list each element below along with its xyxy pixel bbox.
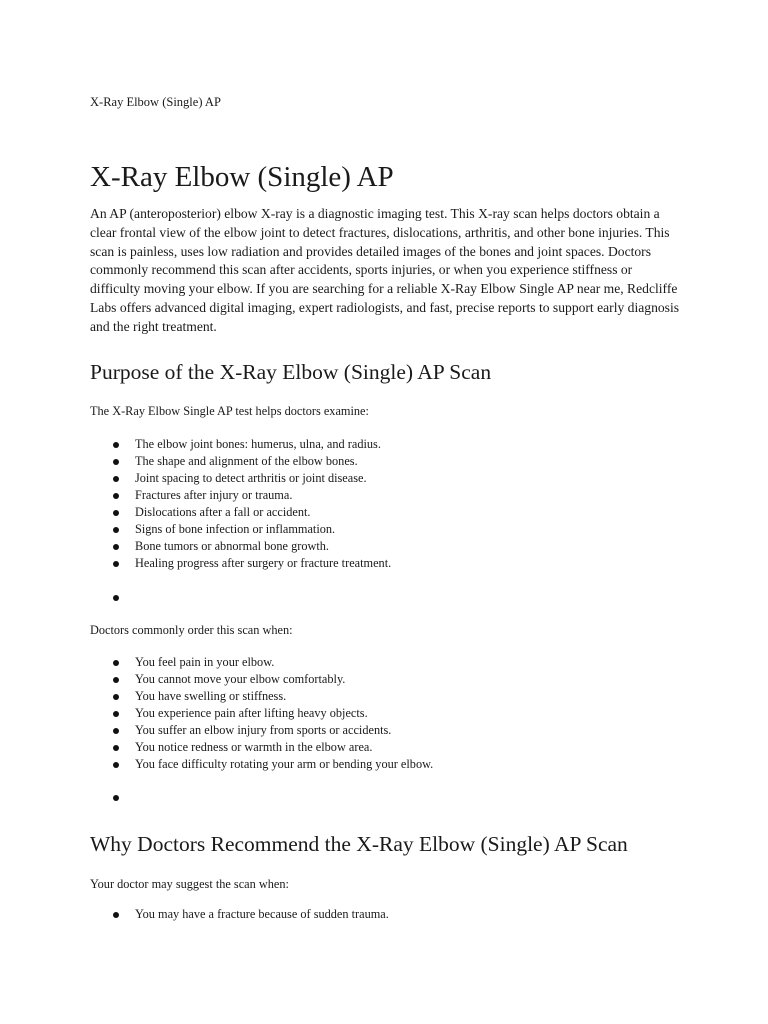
list-item <box>90 671 650 688</box>
bullet-icon <box>113 912 119 918</box>
list-item-text: Dislocations after a fall or accident. <box>135 505 311 519</box>
list-item <box>90 739 650 756</box>
bullet-icon <box>113 561 119 567</box>
list-item-text: Signs of bone infection or inflammation. <box>135 522 336 536</box>
bullet-icon <box>113 745 119 751</box>
when-lead: Doctors commonly order this scan when: <box>90 623 293 637</box>
why-list <box>90 906 650 923</box>
list-item <box>90 521 650 538</box>
list-item-text: The shape and alignment of the elbow bones. <box>135 454 358 468</box>
list-item <box>90 470 650 487</box>
list-item-text: Healing progress after surgery or fracture treatment. <box>135 556 392 570</box>
bullet-icon <box>113 527 119 533</box>
list-item <box>90 906 650 923</box>
purpose-lead: The X-Ray Elbow Single AP test helps doctors examine: <box>90 404 369 418</box>
when-list <box>90 654 650 773</box>
bullet-icon <box>113 442 119 448</box>
empty-bullet-icon <box>113 595 119 601</box>
bullet-icon <box>113 694 119 700</box>
empty-bullet-icon <box>113 795 119 801</box>
list-item <box>90 504 650 521</box>
bullet-icon <box>113 459 119 465</box>
list-item-text: You suffer an elbow injury from sports or accidents. <box>135 723 392 737</box>
bullet-icon <box>113 728 119 734</box>
list-item-text: You may have a fracture because of sudden trauma. <box>135 907 389 921</box>
intro-paragraph: An AP (anteroposterior) elbow X-ray is a diagnostic imaging test. This X-ray scan helps doctors obtain a clear frontal view of the elbow joint to detect fractures, dislocations, arthritis, and other bone injuries. This scan is painless, uses low radiation and provides detailed images of the bones and joint spaces. Doctors commonly recommend this scan after accidents, sports injuries, or when you experience stiffness or difficulty moving your elbow. If you are searching for a reliable X-Ray Elbow Single AP near me, Redcliffe Labs offers advanced digital imaging, expert radiologists, and fast, precise reports to support early diagnosis and the right treatment. <box>90 206 680 334</box>
list-item-text: You notice redness or warmth in the elbow area. <box>135 740 373 754</box>
list-item <box>90 654 650 671</box>
list-item <box>90 453 650 470</box>
bullet-icon <box>113 660 119 666</box>
bullet-icon <box>113 711 119 717</box>
list-item-text: Bone tumors or abnormal bone growth. <box>135 539 329 553</box>
list-item <box>90 722 650 739</box>
purpose-list <box>90 436 650 572</box>
bullet-icon <box>113 493 119 499</box>
document-header-note: X-Ray Elbow (Single) AP <box>90 95 221 109</box>
why-heading: Why Doctors Recommend the X-Ray Elbow (Single) AP Scan <box>90 832 628 856</box>
list-item-text: You cannot move your elbow comfortably. <box>135 672 346 686</box>
list-item-text: You face difficulty rotating your arm or bending your elbow. <box>135 757 434 771</box>
page-title: X-Ray Elbow (Single) AP <box>90 161 394 193</box>
list-item-text: Fractures after injury or trauma. <box>135 488 293 502</box>
bullet-icon <box>113 544 119 550</box>
bullet-icon <box>113 677 119 683</box>
list-item <box>90 487 650 504</box>
bullet-icon <box>113 476 119 482</box>
list-item-text: You have swelling or stiffness. <box>135 689 287 703</box>
list-item <box>90 705 650 722</box>
list-item-text: The elbow joint bones: humerus, ulna, and radius. <box>135 437 381 451</box>
list-item <box>90 436 650 453</box>
purpose-heading: Purpose of the X-Ray Elbow (Single) AP Scan <box>90 360 492 384</box>
list-item <box>90 688 650 705</box>
list-item <box>90 555 650 572</box>
list-item-text: You feel pain in your elbow. <box>135 655 275 669</box>
list-item-text: Joint spacing to detect arthritis or joint disease. <box>135 471 367 485</box>
list-item-text: You experience pain after lifting heavy objects. <box>135 706 368 720</box>
why-lead: Your doctor may suggest the scan when: <box>90 877 289 891</box>
bullet-icon <box>113 510 119 516</box>
bullet-icon <box>113 762 119 768</box>
list-item <box>90 538 650 555</box>
list-item <box>90 756 650 773</box>
